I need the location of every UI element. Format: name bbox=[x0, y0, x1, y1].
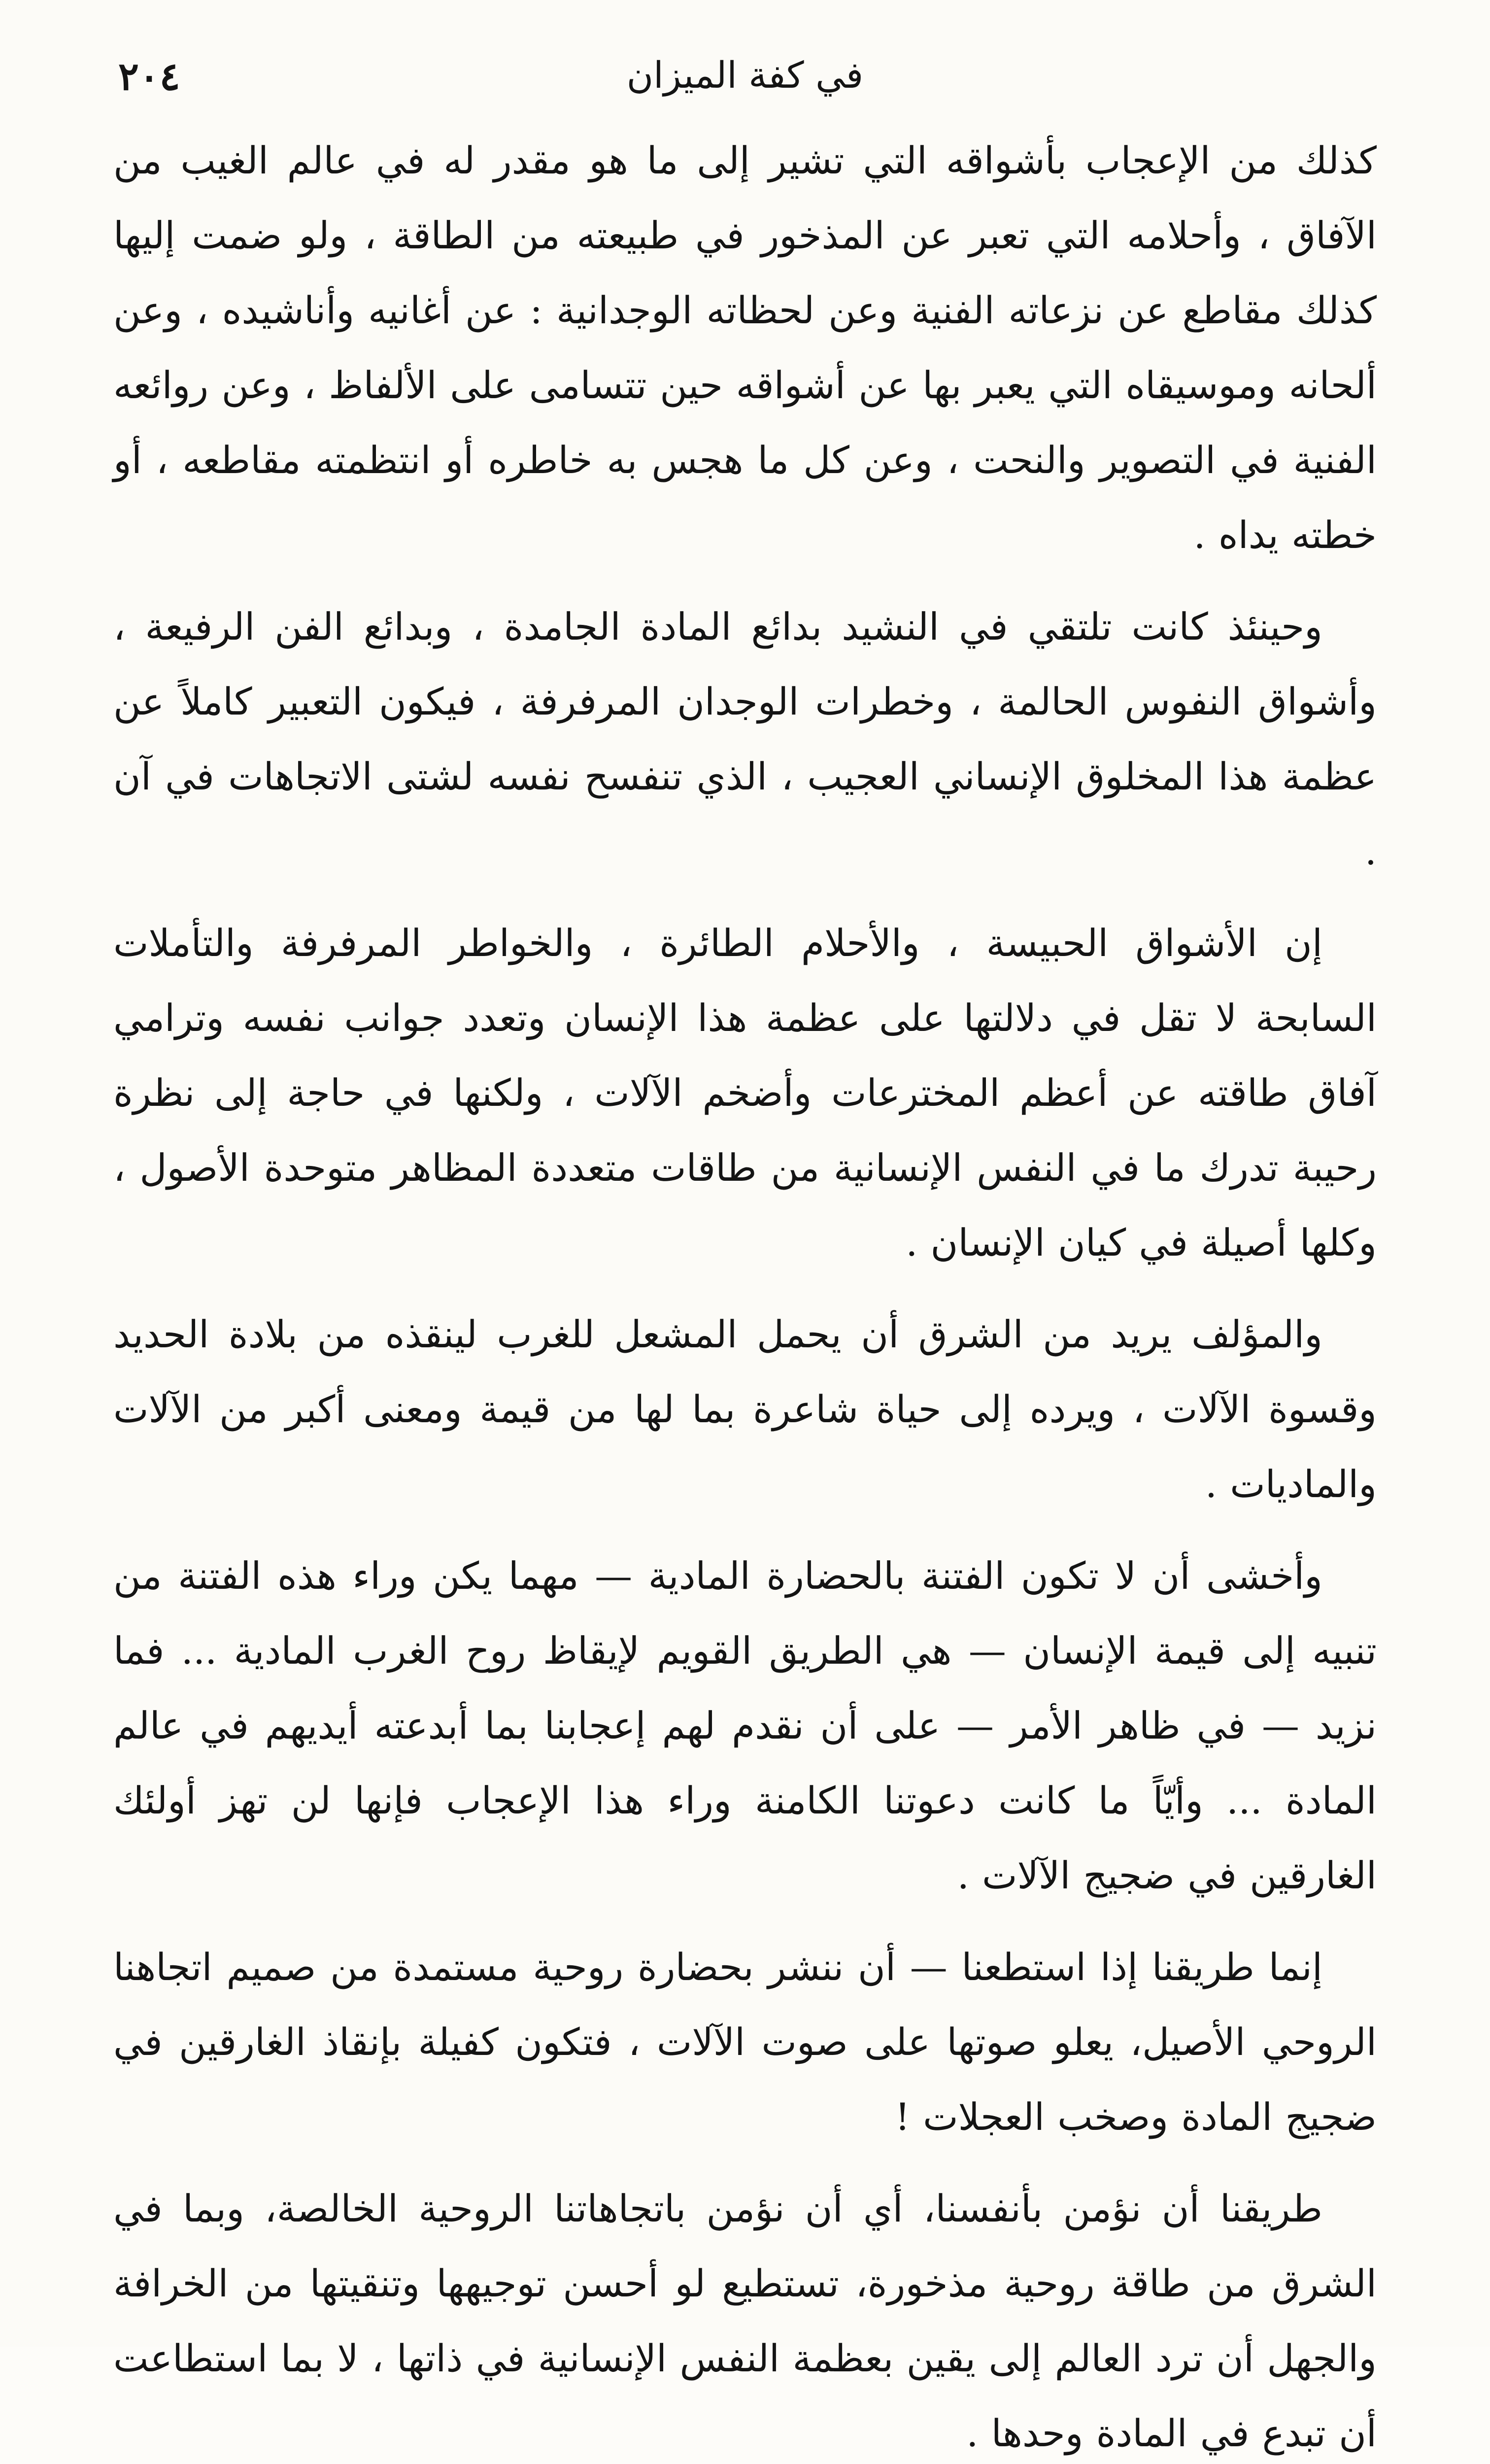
paragraph-5: وأخشى أن لا تكون الفتنة بالحضارة المادية — مهما يكن وراء هذه الفتنة من تنبيه إلى قيمة الإنسان — هي الطريق القويم لإيقاظ روح الغرب المادية ... فما نزيد — في ظاهر الأمر — على أن نقدم لهم إعجابنا بما أبدعته أيديهم في عالم المادة ... وأيّاً ما كانت دعوتنا الكامنة وراء هذا الإعجاب فإنها لن تهز أولئك الغارقين في ضجيج الآلات . bbox=[113, 1554, 1377, 1897]
body-text bbox=[113, 123, 1377, 2464]
paragraph-7: طريقنا أن نؤمن بأنفسنا، أي أن نؤمن باتجاهاتنا الروحية الخالصة، وبما في الشرق من طاقة روحية مذخورة، تستطيع لو أحسن توجيهها وتنقيتها من الخرافة والجهل أن ترد العالم إلى يقين بعظمة النفس الإنسانية في ذاتها ، لا بما استطاعت أن تبدع في المادة وحدها . bbox=[113, 2187, 1377, 2455]
book-title: في كفة الميزان bbox=[626, 54, 864, 97]
paragraph-4: والمؤلف يريد من الشرق أن يحمل المشعل للغرب لينقذه من بلادة الحديد وقسوة الآلات ، ويرده إلى حياة شاعرة بما لها من قيمة ومعنى أكبر من الآلات والماديات . bbox=[113, 1312, 1377, 1506]
page-number: ٢٠٤ bbox=[118, 54, 180, 99]
paragraph-1: كذلك من الإعجاب بأشواقه التي تشير إلى ما هو مقدر له في عالم الغيب من الآفاق ، وأحلامه التي تعبر عن المذخور في طبيعته من الطاقة ، ولو ضمت إليها كذلك مقاطع عن نزعاته الفنية وعن لحظاته الوجدانية : عن أغانيه وأناشيده ، وعن ألحانه وموسيقاه التي يعبر بها عن أشواقه حين تتسامى على الألفاظ ، وعن روائعه الفنية في التصوير والنحت ، وعن كل ما هجس به خاطره أو انتظمته مقاطعه ، أو خطته يداه . bbox=[113, 138, 1377, 557]
paragraph-3: إن الأشواق الحبيسة ، والأحلام الطائرة ، والخواطر المرفرفة والتأملات السابحة لا تقل في دلالتها على عظمة هذا الإنسان وتعدد جوانب نفسه وترامي آفاق طاقته عن أعظم المخترعات وأضخم الآلات ، ولكنها في حاجة إلى نظرة رحيبة تدرك ما في النفس الإنسانية من طاقات متعددة المظاهر متوحدة الأصول ، وكلها أصيلة في كيان الإنسان . bbox=[113, 921, 1377, 1265]
paragraph-2: وحينئذ كانت تلتقي في النشيد بدائع المادة الجامدة ، وبدائع الفن الرفيعة ، وأشواق النفوس الحالمة ، وخطرات الوجدان المرفرفة ، فيكون التعبير كاملاً عن عظمة هذا المخلوق الإنساني العجيب ، الذي تنفسح نفسه لشتى الاتجاهات في آن . bbox=[113, 605, 1377, 873]
paragraph-6: إنما طريقنا إذا استطعنا — أن ننشر بحضارة روحية مستمدة من صميم اتجاهنا الروحي الأصيل، يعلو صوتها على صوت الآلات ، فتكون كفيلة بإنقاذ الغارقين في ضجيج المادة وصخب العجلات ! bbox=[113, 1945, 1377, 2139]
running-header bbox=[118, 54, 1372, 108]
